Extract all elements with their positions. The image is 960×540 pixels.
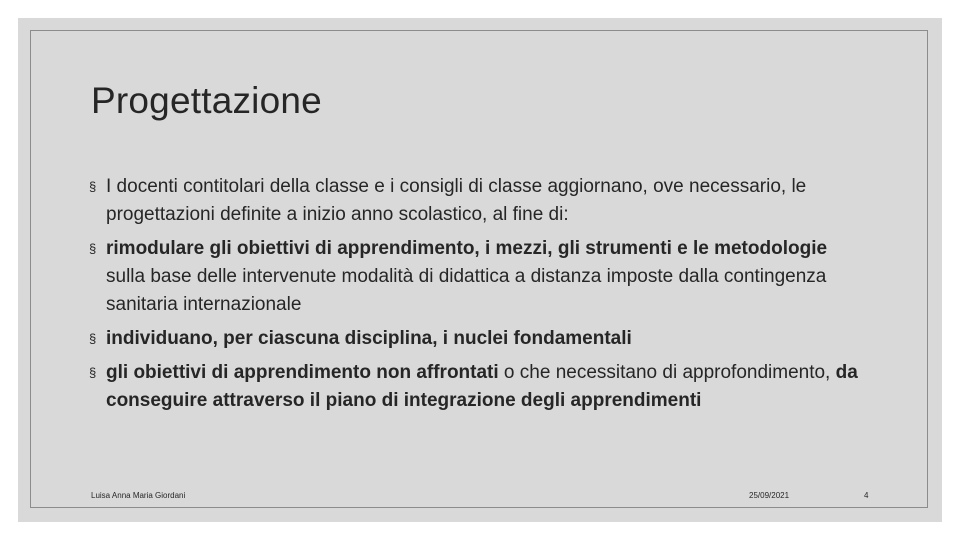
bullet-text (106, 328, 632, 349)
bullet-square-icon: § (89, 241, 97, 256)
bullet-text-part-bold: da conseguire attraverso il piano di integrazione degli apprendimenti (106, 362, 858, 411)
bullet-text-part-bold: individuano, per ciascuna disciplina, i nuclei fondamentali (106, 328, 632, 349)
slide-title: Progettazione (91, 80, 322, 121)
bullet-text-part-bold: gli obiettivi di apprendimento non affrontati (106, 362, 499, 383)
bullet-item-rimodulare (89, 235, 869, 319)
bullet-text-part: I docenti contitolari della classe e i consigli di classe aggiornano, ove necessario, le progettazioni definite a inizio anno scolastico, al fine di: (106, 176, 807, 225)
bullet-item-individuano (89, 325, 869, 353)
bullet-square-icon: § (89, 365, 97, 380)
bullet-text-part-bold: rimodulare gli obiettivi di apprendimento, i mezzi, gli strumenti e le metodologie (106, 238, 828, 259)
bullet-square-icon: § (89, 331, 97, 346)
bullet-item-obiettivi (89, 359, 869, 415)
bullet-text (106, 238, 827, 315)
bullet-square-icon: § (89, 179, 97, 194)
bullet-list (89, 173, 869, 421)
footer-date: 25/09/2021 (749, 491, 790, 500)
footer-page-number: 4 (864, 491, 869, 500)
bullet-text (106, 362, 858, 411)
bullet-text (106, 176, 806, 225)
bullet-item-intro (89, 173, 869, 229)
footer-author: Luisa Anna Maria Giordani (91, 491, 186, 500)
bullet-text-part: sulla base delle intervenute modalità di didattica a distanza imposte dalla contingenza sanitaria internazionale (106, 266, 827, 315)
bullet-text-part: o che necessitano di approfondimento, (498, 362, 836, 383)
